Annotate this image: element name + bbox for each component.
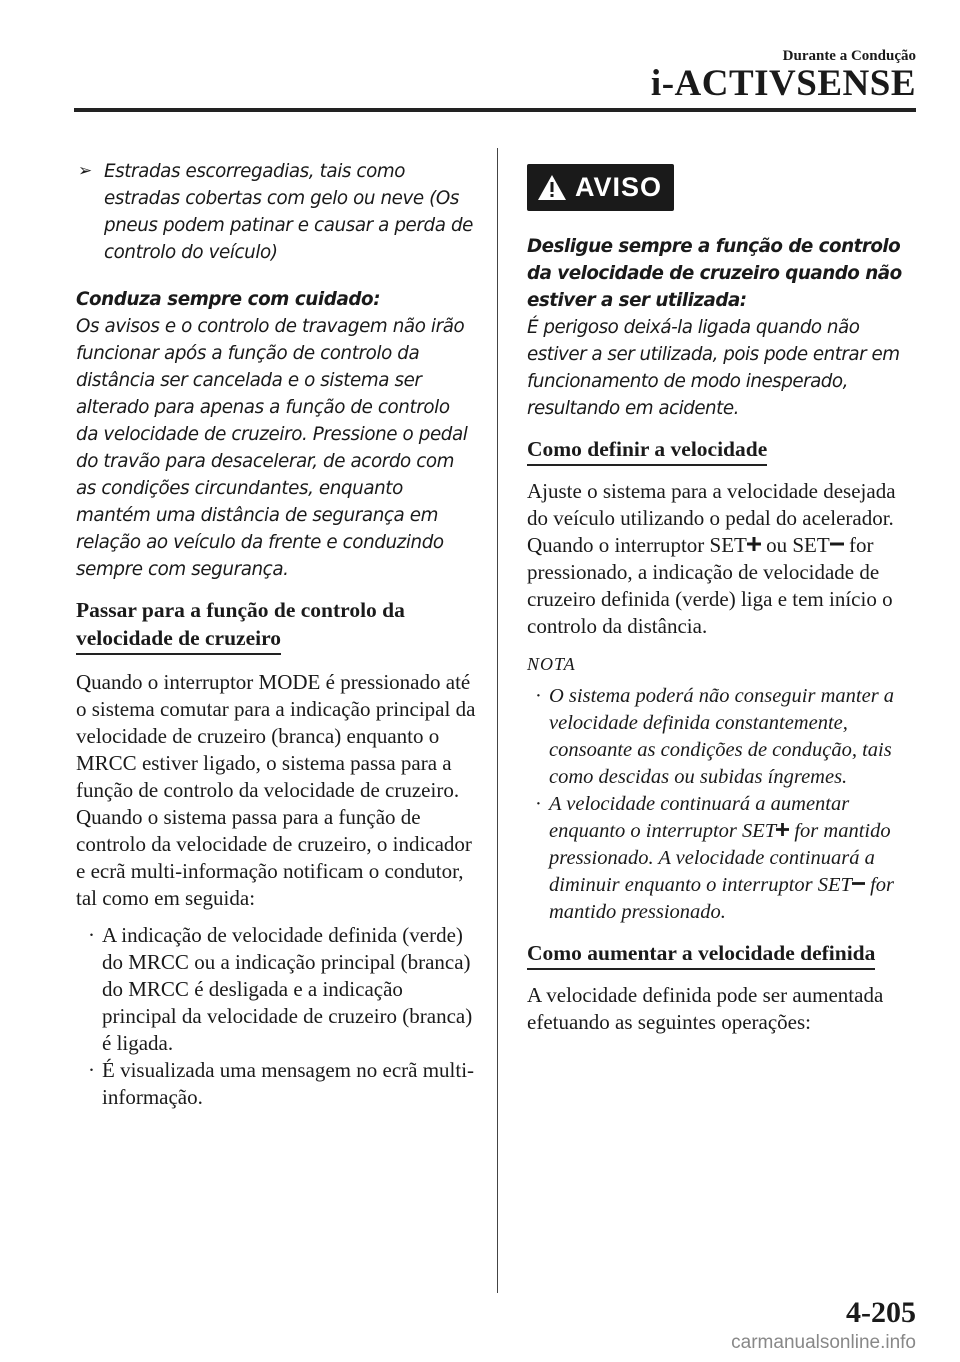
list-item: · O sistema poderá não conseguir manter a velocidade definida constantemente, consoante as condições de condução, tais como descidas ou subidas íngremes. <box>535 685 895 788</box>
heading-line-1: Passar para a função de controlo da <box>76 598 405 622</box>
minus-icon <box>852 877 865 890</box>
arrow-bullet-icon: ➢ <box>78 161 92 181</box>
warning-text: É perigoso deixá-la ligada quando não estiver a ser utilizada, pois pode entrar em funcionamento de modo inesperado, resultando em acidente. <box>527 317 900 419</box>
caution-text: Os avisos e o controlo de travagem não irão funcionar após a função de controlo da distância ser cancelada e o sistema ser alterado para apenas a função de controlo da velocidade de cruzeiro. Pressione o pedal do travão para desacelerar, de acordo com as condições circundantes, enquanto mantém uma distância de segurança em relação ao veículo da frente e conduzindo sempre com segurança. <box>76 316 468 580</box>
warning-triangle-icon <box>537 174 567 201</box>
warning-title: Desligue sempre a função de controlo da velocidade de cruzeiro quando não estiver a ser utilizada: <box>527 236 902 311</box>
bullet-list <box>76 922 476 1111</box>
warning-label: AVISO <box>575 172 663 202</box>
running-header-section: Durante a Condução <box>782 48 916 64</box>
list-item: · É visualizada uma mensagem no ecrã multi-informação. <box>88 1058 475 1109</box>
caution-title: Conduza sempre com cuidado: <box>76 289 381 310</box>
arrow-bullet-item <box>76 158 476 266</box>
section-heading-set-speed: Como definir a velocidade <box>527 436 767 466</box>
paragraph-increase: A velocidade definida pode ser aumentada efetuando as seguintes operações: <box>527 983 884 1034</box>
plus-icon <box>747 537 761 551</box>
paragraph-set-switch: Quando o interruptor SET ou SET for pressionado, a indicação de velocidade de cruzeiro definida (verde) liga e tem início o controlo da distância. <box>527 533 893 638</box>
plus-icon <box>776 823 789 836</box>
list-item: · A indicação de velocidade definida (verde) do MRCC ou a indicação principal (branca) do MRCC é desligada e a indicação principal da velocidade de cruzeiro (branca) é ligada. <box>88 923 473 1055</box>
header-rule <box>74 108 916 112</box>
warning-badge <box>527 164 674 211</box>
heading-line-2: velocidade de cruzeiro <box>76 625 281 655</box>
arrow-bullet-text: Estradas escorregadias, tais como estradas cobertas com gelo ou neve (Os pneus podem patinar e causar a perda de controlo do veículo) <box>104 161 473 263</box>
left-column <box>76 158 476 1111</box>
list-item: · A velocidade continuará a aumentar enquanto o interruptor SET for mantido pressionado. A velocidade continuará a diminuir enquanto o interruptor SET for mantido pressionado. <box>535 793 895 923</box>
paragraph-mode-switch: Quando o interruptor MODE é pressionado até o sistema comutar para a indicação principal da velocidade de cruzeiro (branca) enquanto o MRCC estiver ligado, o sistema passa para a função de controlo da velocidade de cruzeiro. <box>76 670 476 802</box>
caution-block <box>76 286 476 583</box>
right-column <box>527 164 917 1036</box>
nota-list <box>527 683 917 926</box>
paragraph-notification: Quando o sistema passa para a função de controlo da velocidade de cruzeiro, o indicador e ecrã multi-informação notificam o condutor, tal como em seguida: <box>76 805 472 910</box>
watermark: carmanualsonline.info <box>731 1332 916 1353</box>
column-divider <box>497 148 498 1293</box>
running-header-title: i-ACTIVSENSE <box>650 63 916 104</box>
section-heading-cruise <box>76 597 476 655</box>
page-number: 4-205 <box>846 1296 916 1329</box>
paragraph-adjust: Ajuste o sistema para a velocidade desejada do veículo utilizando o pedal do acelerador. <box>527 479 896 530</box>
nota-label: NOTA <box>527 654 576 674</box>
minus-icon <box>830 537 844 551</box>
section-heading-increase-speed: Como aumentar a velocidade definida <box>527 940 875 970</box>
warning-block <box>527 233 917 422</box>
